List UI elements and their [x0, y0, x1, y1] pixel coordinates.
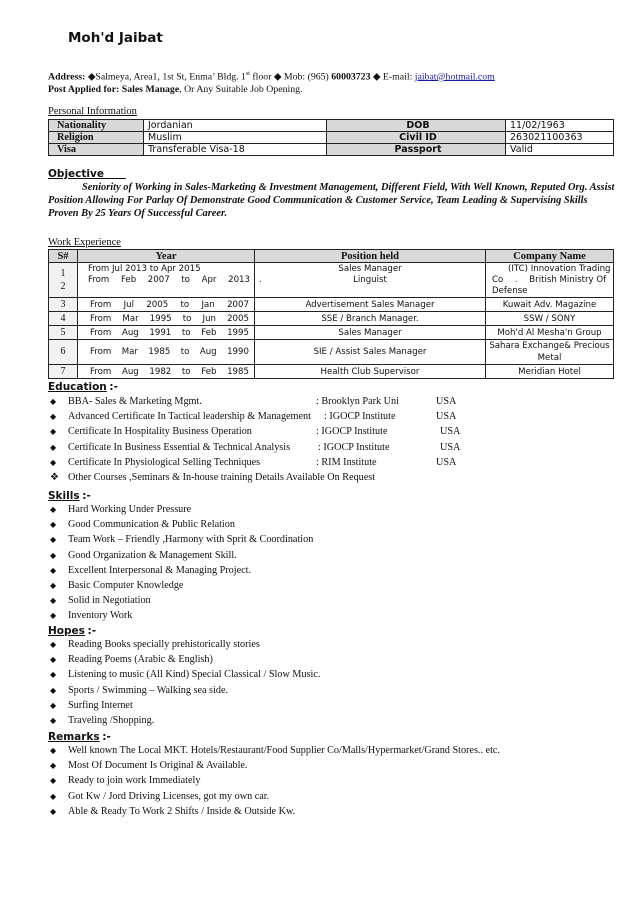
row-company: Moh'd Al Mesha'n Group [486, 326, 614, 340]
diamond-bullet-icon: ◆ [50, 685, 57, 695]
list-item: ◆ Team Work – Friendly ,Harmony with Sprit & Coordination [48, 532, 608, 547]
col-header-company: Company Name [486, 250, 614, 263]
diamond-bullet-icon: ◆ [50, 580, 57, 590]
row-position: SSE / Branch Manager. [255, 312, 486, 326]
list-item: ◆ Advanced Certificate In Tactical leadership & Management : IGOCP Institute USA [48, 409, 608, 424]
skills-title: Skills [48, 490, 80, 502]
row-year: From Aug 1982 to Feb 1985 [78, 365, 255, 379]
objective-title: Objective [48, 168, 104, 180]
list-item: ◆ Traveling /Shopping. [48, 713, 608, 728]
list-item: ◆ Inventory Work [48, 608, 608, 623]
table-row [49, 365, 614, 379]
row-num: 3 [49, 298, 78, 312]
row-position: Sales Manager [255, 326, 486, 340]
diamond-bullet-icon: ◆ [50, 746, 57, 755]
diamond-bullet-icon: ◆ [50, 611, 57, 621]
list-item: ◆ Excellent Interpersonal & Managing Project. [48, 563, 608, 578]
education-heading [48, 381, 118, 393]
table-row [49, 298, 614, 312]
address-value: Salmeya, Area1, 1st St, Enma’ Bldg. 1 [95, 71, 246, 83]
education-list [48, 394, 608, 485]
candidate-name: Moh'd Jaibat [68, 30, 163, 46]
diamond-bullet-icon: ◆ [50, 640, 57, 649]
list-item: ◆ Certificate In Hospitality Business Operation : IGOCP Institute USA [48, 424, 608, 439]
passport-value: Valid [506, 144, 614, 156]
hopes-heading [48, 625, 96, 637]
row-company: Meridian Hotel [486, 365, 614, 379]
table-row [49, 132, 614, 144]
post-label: Post Applied for: [48, 84, 120, 95]
list-item: ◆ Hard Working Under Pressure [48, 502, 608, 517]
skills-list [48, 502, 608, 624]
dob-label: DOB [327, 120, 506, 132]
list-item: ◆ Reading Poems (Arabic & English) [48, 652, 608, 667]
row-num: 5 [49, 326, 78, 340]
civil-id-value: 263021100363 [506, 132, 614, 144]
list-item: ◆ Most Of Document Is Original & Available. [48, 758, 618, 773]
personal-info-table [48, 119, 614, 156]
list-item: ◆ Solid in Negotiation [48, 593, 608, 608]
list-item: ◆ Reading Books specially prehistorically stories [48, 637, 608, 652]
row-company: (ITC) Innovation Trading Co . British Ministry Of Defense [486, 263, 614, 298]
row-position: Advertisement Sales Manager [255, 298, 486, 312]
diamond-bullet-icon: ◆ [50, 442, 57, 452]
table-row [49, 326, 614, 340]
diamond-bullet-icon: ◆ [50, 761, 57, 771]
address-line [48, 71, 495, 82]
col-header-num: S# [49, 250, 78, 263]
list-item: ◆ Listening to music (All Kind) Special Classical / Slow Music. [48, 667, 608, 682]
checkmark-diamond-icon: ❖ [50, 471, 59, 483]
diamond-bullet-icon: ◆ [50, 550, 57, 560]
table-header-row [49, 250, 614, 263]
work-experience-table [48, 249, 614, 379]
row-company: SSW / SONY [486, 312, 614, 326]
diamond-bullet-icon: ◆ [50, 715, 57, 725]
remarks-suffix: :- [102, 731, 111, 743]
address-floor: floor [252, 71, 272, 83]
diamond-bullet-icon: ◆ [50, 670, 57, 680]
diamond-bullet-icon: ◆ [50, 505, 57, 514]
table-row [49, 263, 614, 298]
education-suffix: :- [109, 381, 118, 393]
diamond-bullet-icon: ◆ [50, 776, 57, 786]
mob-value: 60003723 [331, 71, 371, 83]
address-sup: st [245, 71, 250, 77]
work-experience-title: Work Experience [48, 237, 121, 248]
table-row [49, 340, 614, 365]
list-item: ◆ Got Kw / Jord Driving Licenses, got my own car. [48, 789, 618, 804]
diamond-bullet-icon: ◆ [50, 427, 57, 437]
list-item: ◆ BBA- Sales & Marketing Mgmt. : Brooklyn Park Uni USA [48, 394, 608, 409]
table-row [49, 120, 614, 132]
personal-info-title: Personal Information [48, 106, 137, 117]
remarks-heading [48, 731, 111, 743]
diamond-bullet-icon: ◆ [50, 565, 57, 575]
list-item: ◆ Well known The Local MKT. Hotels/Restaurant/Food Supplier Co/Malls/Hypermarket/Grand Stores.. etc. [48, 743, 618, 758]
row-year: From Jul 2005 to Jan 2007 [78, 298, 255, 312]
list-item: ◆ Certificate In Business Essential & Technical Analysis : IGOCP Institute USA [48, 440, 608, 455]
diamond-bullet-icon: ◆ [50, 535, 57, 545]
table-row [49, 312, 614, 326]
list-item: ◆ Ready to join work Immediately [48, 773, 618, 788]
religion-value: Muslim [144, 132, 327, 144]
row-year: From Aug 1991 to Feb 1995 [78, 326, 255, 340]
nationality-label: Nationality [49, 120, 144, 132]
row-position: Health Club Supervisor [255, 365, 486, 379]
visa-value: Transferable Visa-18 [144, 144, 327, 156]
row-year: From Mar 1995 to Jun 2005 [78, 312, 255, 326]
diamond-bullet-icon: ◆ [372, 71, 381, 83]
row-position: Sales Manager . Linguist [255, 263, 486, 298]
hopes-suffix: :- [87, 625, 97, 637]
list-item: ◆ Surfing Internet [48, 698, 608, 713]
col-header-year: Year [78, 250, 255, 263]
list-item: ◆ Able & Ready To Work 2 Shifts / Inside & Outside Kw. [48, 804, 618, 819]
diamond-bullet-icon: ◆ [50, 397, 57, 406]
diamond-bullet-icon: ◆ [50, 596, 57, 606]
col-header-position: Position held [255, 250, 486, 263]
post-suffix: , Or Any Suitable Job Opening. [179, 84, 303, 95]
row-year: From Jul 2013 to Apr 2015 From Feb 2007 to Apr 2013 [78, 263, 255, 298]
post-value: Sales Manage [121, 84, 180, 95]
email-label: E-mail: [382, 71, 413, 83]
email-link[interactable]: jaibat@hotmail.com [414, 71, 495, 83]
objective-text: Seniority of Working in Sales-Marketing & Investment Management, Different Field, With Well Known, Reputed Org. Assist Position Allowing For Parlay Of Demonstrate Good Communication & Customer Service, Team Leading & Supervising Skills Proven By 25 Years Of Successful Career. [48, 182, 615, 219]
visa-label: Visa [49, 144, 144, 156]
diamond-bullet-icon: ◆ [273, 71, 282, 83]
diamond-bullet-icon: ◆ [50, 412, 57, 422]
civil-id-label: Civil ID [327, 132, 506, 144]
list-item: ◆ Good Communication & Public Relation [48, 517, 608, 532]
diamond-bullet-icon: ◆ [50, 520, 57, 530]
address-label: Address: [48, 71, 86, 83]
remarks-title: Remarks [48, 731, 100, 743]
diamond-bullet-icon: ◆ [50, 457, 57, 467]
dob-value: 11/02/1963 [506, 120, 614, 132]
list-item: ◆ Good Organization & Management Skill. [48, 548, 608, 563]
skills-suffix: :- [82, 490, 91, 502]
hopes-list [48, 637, 608, 728]
row-num: 7 [49, 365, 78, 379]
list-item: ◆ Certificate In Physiological Selling Techniques : RIM Institute USA [48, 455, 608, 470]
passport-label: Passport [327, 144, 506, 156]
row-company: Kuwait Adv. Magazine [486, 298, 614, 312]
education-title: Education [48, 381, 107, 393]
row-num: 4 [49, 312, 78, 326]
diamond-bullet-icon: ◆ [50, 806, 57, 816]
mob-label: Mob: (965) [283, 71, 329, 83]
hopes-title: Hopes [48, 625, 85, 637]
remarks-list [48, 743, 618, 819]
nationality-value: Jordanian [144, 120, 327, 132]
row-num: 1 2 [49, 263, 78, 298]
post-applied-line [48, 84, 302, 95]
list-item: ❖ Other Courses ,Seminars & In-house training Details Available On Request [48, 470, 608, 485]
row-position: SIE / Assist Sales Manager [255, 340, 486, 365]
row-year: From Mar 1985 to Aug 1990 [78, 340, 255, 365]
diamond-bullet-icon: ◆ [87, 71, 96, 83]
religion-label: Religion [49, 132, 144, 144]
diamond-bullet-icon: ◆ [50, 655, 57, 665]
skills-heading [48, 490, 91, 502]
diamond-bullet-icon: ◆ [50, 700, 57, 710]
list-item: ◆ Basic Computer Knowledge [48, 578, 608, 593]
row-company: Sahara Exchange& Precious Metal [486, 340, 614, 365]
row-num: 6 [49, 340, 78, 365]
table-row [49, 144, 614, 156]
diamond-bullet-icon: ◆ [50, 791, 57, 801]
list-item: ◆ Sports / Swimming – Walking sea side. [48, 683, 608, 698]
